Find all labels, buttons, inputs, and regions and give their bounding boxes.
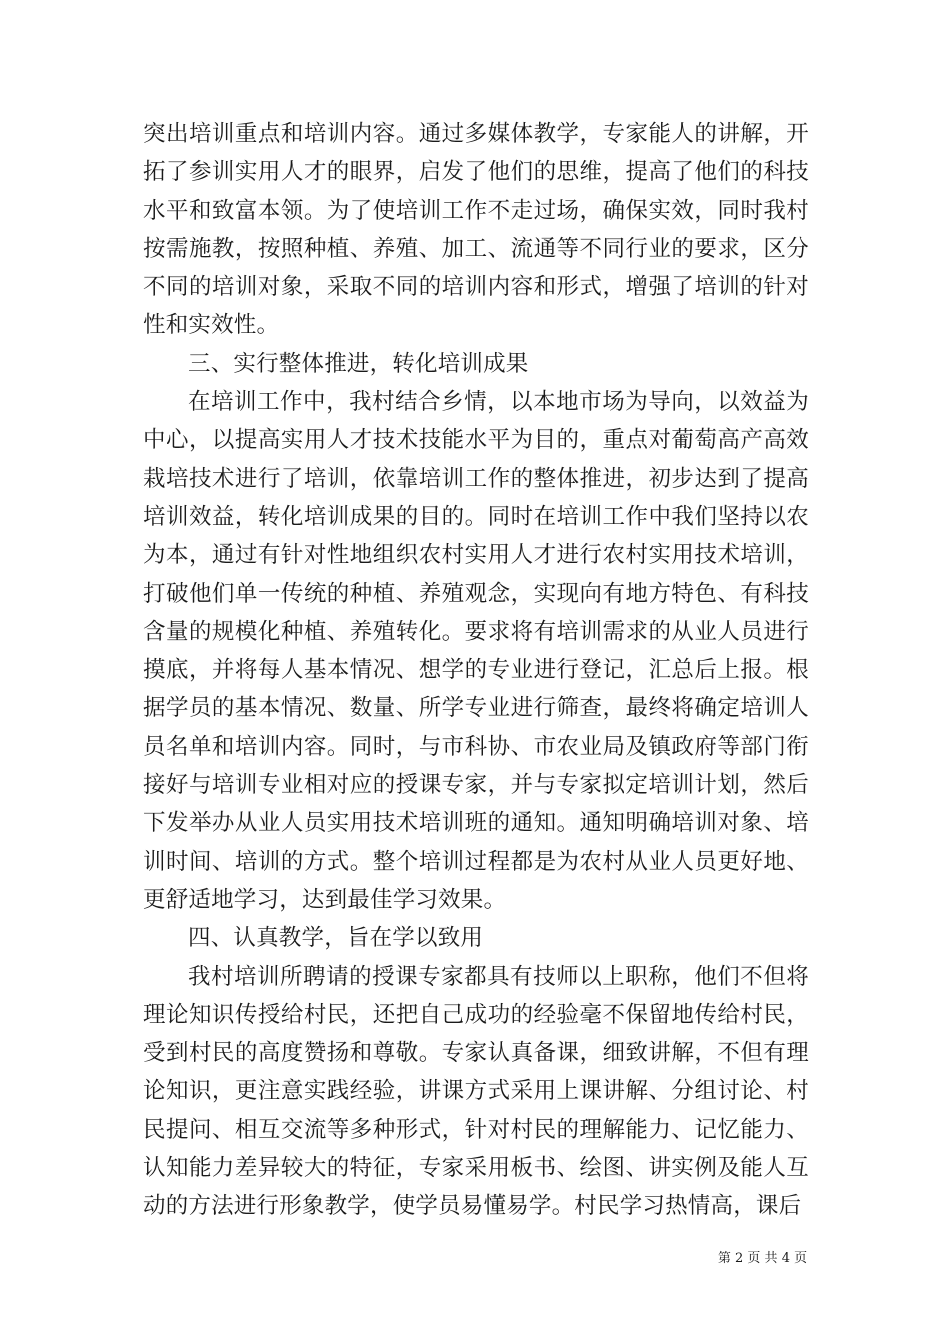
page-number: 第 2 页 共 4 页	[717, 1251, 808, 1266]
page-footer	[0, 1247, 950, 1266]
paragraph-1: 突出培训重点和培训内容。通过多媒体教学，专家能人的讲解，开拓了参训实用人才的眼界，启发了他们的思维，提高了他们的科技水平和致富本领。为了使培训工作不走过场，确保实效，同时我村按需施教，按照种植、养殖、加工、流通等不同行业的要求，区分不同的培训对象，采取不同的培训内容和形式，增强了培训的针对性和实效性。	[143, 121, 809, 339]
document-body	[143, 115, 809, 1226]
section-heading-3: 三、实行整体推进，转化培训成果	[188, 350, 529, 377]
section-heading-4: 四、认真教学，旨在学以致用	[188, 925, 484, 952]
paragraph-3: 我村培训所聘请的授课专家都具有技师以上职称，他们不但将理论知识传授给村民，还把自己成功的经验毫不保留地传给村民，受到村民的高度赞扬和尊敬。专家认真备课，细致讲解，不但有理论知识，更注意实践经验，讲课方式采用上课讲解、分组讨论、村民提问、相互交流等多种形式，针对村民的理解能力、记忆能力、认知能力差异较大的特征，专家采用板书、绘图、讲实例及能人互动的方法进行形象教学，使学员易懂易学。村民学习热情高，课后	[143, 963, 809, 1220]
paragraph-2: 在培训工作中，我村结合乡情，以本地市场为导向，以效益为中心，以提高实用人才技术技能水平为目的，重点对葡萄高产高效栽培技术进行了培训，依靠培训工作的整体推进，初步达到了提高培训效益，转化培训成果的目的。同时在培训工作中我们坚持以农为本，通过有针对性地组织农村实用人才进行农村实用技术培训，打破他们单一传统的种植、养殖观念，实现向有地方特色、有科技含量的规模化种植、养殖转化。要求将有培训需求的从业人员进行摸底，并将每人基本情况、想学的专业进行登记，汇总后上报。根据学员的基本情况、数量、所学专业进行筛查，最终将确定培训人员名单和培训内容。同时，与市科协、市农业局及镇政府等部门衔接好与培训专业相对应的授课专家，并与专家拟定培训计划，然后下发举办从业人员实用技术培训班的通知。通知明确培训对象、培训时间、培训的方式。整个培训过程都是为农村从业人员更好地、更舒适地学习，达到最佳学习效果。	[143, 389, 809, 913]
